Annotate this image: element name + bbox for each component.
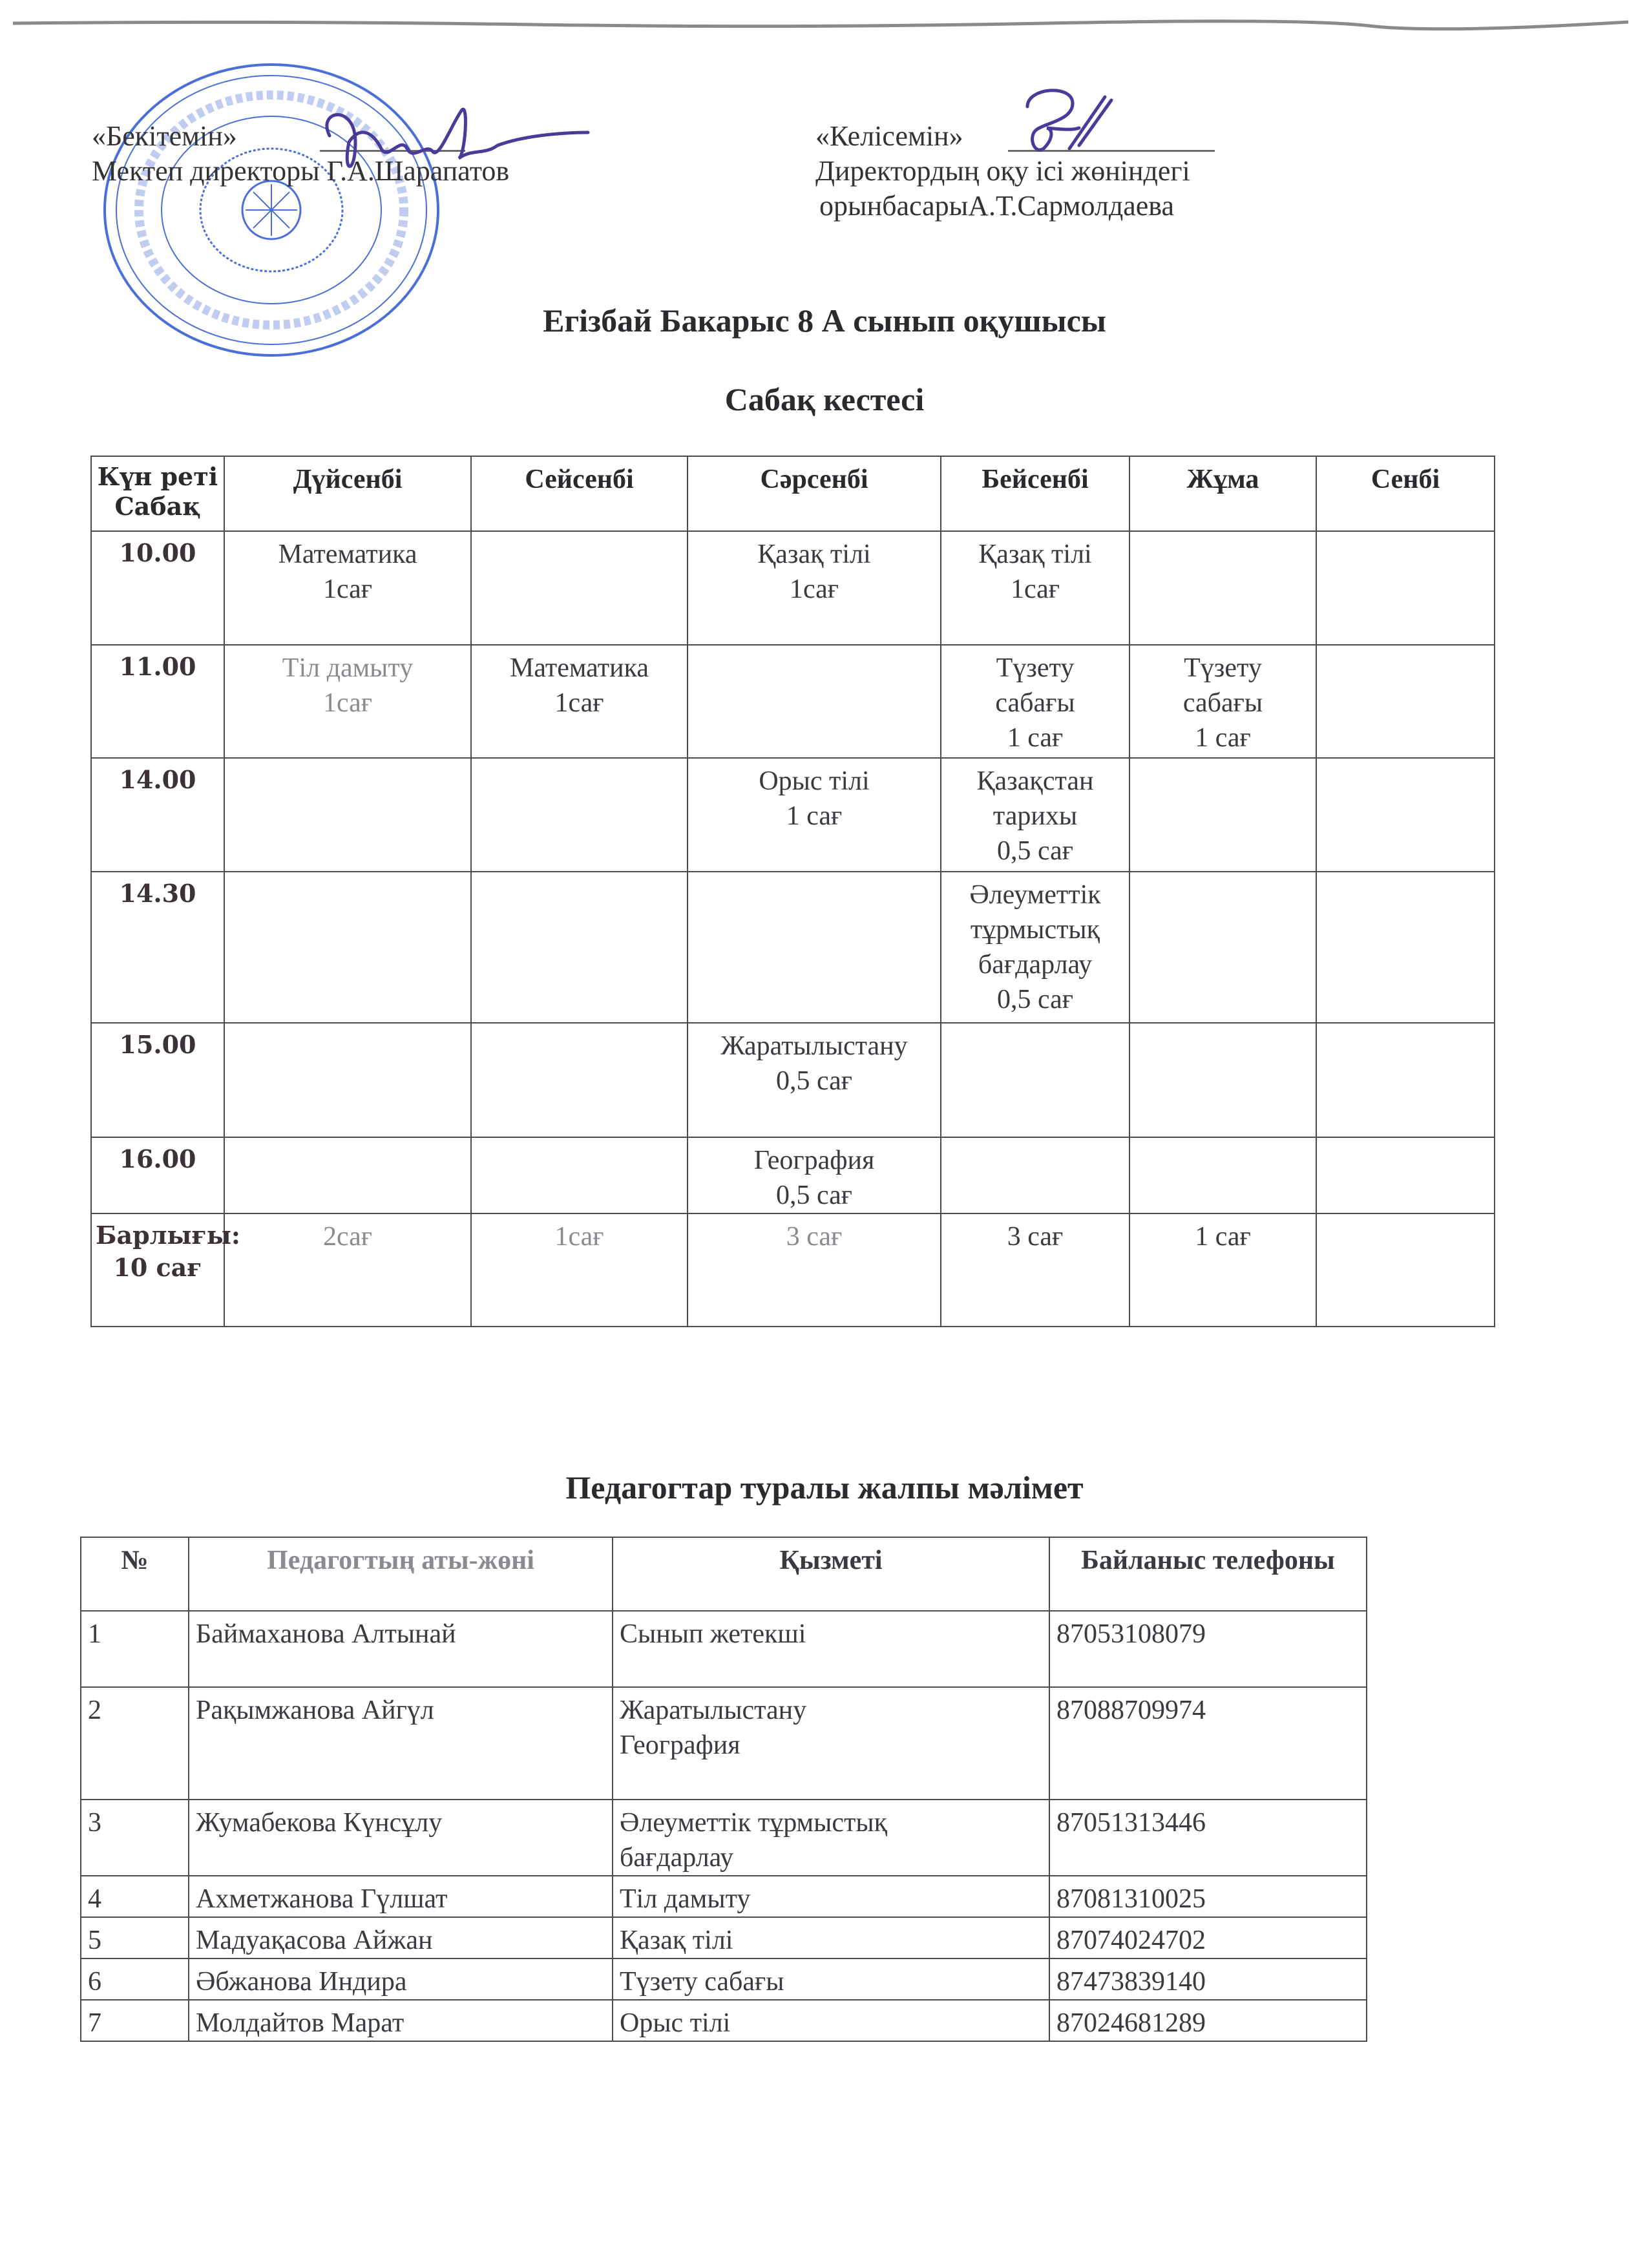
lesson-cell (688, 1023, 941, 1137)
lesson-line: 0,5 сағ (775, 1181, 853, 1210)
day-header: Дүйсенбі (224, 456, 471, 531)
teacher-role (613, 1958, 1049, 2000)
lesson-cell (1129, 758, 1316, 872)
teacher-phone: 87051313446 (1049, 1800, 1367, 1876)
teacher-name: Баймаханова Алтынай (189, 1611, 613, 1687)
teacher-role-line: Жаратылыстану (620, 1696, 807, 1725)
column-header-role: Қызметі (613, 1537, 1049, 1611)
column-header-phone: Байланыс телефоны (1049, 1537, 1367, 1611)
lesson-line: 0,5 сағ (996, 836, 1074, 866)
lesson-cell (1129, 1137, 1316, 1213)
schedule-header-row (91, 456, 1495, 531)
lesson-cell (941, 645, 1129, 758)
teacher-phone: 87081310025 (1049, 1876, 1367, 1917)
teacher-role (613, 1917, 1049, 1958)
lesson-line: тарихы (993, 801, 1078, 831)
lesson-cell (471, 872, 688, 1023)
teacher-row (81, 1917, 1367, 1958)
schedule-row (91, 1137, 1495, 1213)
lesson-cell (1316, 1137, 1495, 1213)
teacher-number: 3 (81, 1800, 189, 1876)
teacher-number: 4 (81, 1876, 189, 1917)
total-hours-cell: 2сағ (224, 1213, 471, 1327)
teacher-phone: 87088709974 (1049, 1687, 1367, 1800)
corner-header-line: Сабақ (114, 492, 201, 521)
day-header: Жұма (1129, 456, 1316, 531)
teacher-role (613, 2000, 1049, 2041)
day-header: Бейсенбі (941, 456, 1129, 531)
lesson-line: тұрмыстық (970, 915, 1100, 945)
lesson-cell (471, 758, 688, 872)
lesson-cell (941, 1137, 1129, 1213)
agree-label: «Келісемін» (815, 120, 963, 152)
schedule-row (91, 645, 1495, 758)
lesson-line: 0,5 сағ (996, 985, 1074, 1014)
lesson-line: Жаратылыстану (720, 1031, 908, 1061)
time-cell: 14.30 (91, 872, 224, 1023)
teacher-name: Жумабекова Күнсұлу (189, 1800, 613, 1876)
deputy-position-line-1: Директордың оқу ісі жөніндегі (815, 155, 1190, 187)
total-label-line: Барлығы: (96, 1221, 240, 1250)
teacher-phone: 87074024702 (1049, 1917, 1367, 1958)
day-header: Сейсенбі (471, 456, 688, 531)
paper-edge (13, 19, 1628, 28)
time-cell: 16.00 (91, 1137, 224, 1213)
lesson-cell (688, 872, 941, 1023)
deputy-position-line-2: орынбасарыА.Т.Сармолдаева (819, 190, 1175, 222)
lesson-line: Математика (278, 540, 417, 569)
lesson-line: Түзету (996, 653, 1075, 683)
teacher-name: Ахметжанова Гүлшат (189, 1876, 613, 1917)
total-hours-cell (1316, 1213, 1495, 1327)
schedule-table (90, 456, 1495, 1327)
lesson-line: 1 сағ (1195, 723, 1251, 753)
teacher-phone: 87473839140 (1049, 1958, 1367, 2000)
teacher-number: 5 (81, 1917, 189, 1958)
lesson-cell (471, 1023, 688, 1137)
column-header-number: № (81, 1537, 189, 1611)
document-title: Егізбай Бакарыс 8 А сынып оқушысы (543, 302, 1106, 339)
teachers-heading: Педагогтар туралы жалпы мәлімет (565, 1469, 1084, 1506)
teacher-role-line: Қазақ тілі (620, 1926, 733, 1955)
lesson-line: 1 сағ (786, 801, 843, 831)
lesson-cell (1316, 1023, 1495, 1137)
lesson-cell (224, 645, 471, 758)
lesson-line: Қазақ тілі (978, 540, 1092, 569)
lesson-cell (224, 872, 471, 1023)
teacher-phone: 87053108079 (1049, 1611, 1367, 1687)
teacher-row (81, 2000, 1367, 2041)
lesson-cell (224, 1137, 471, 1213)
lesson-line: 1сағ (322, 688, 373, 718)
lesson-cell (688, 531, 941, 645)
lesson-cell (941, 872, 1129, 1023)
lesson-cell (688, 758, 941, 872)
lesson-cell (1129, 531, 1316, 645)
teacher-role-line: Түзету сабағы (620, 1967, 784, 1997)
total-label-cell (91, 1213, 240, 1327)
time-cell: 11.00 (91, 645, 224, 758)
day-header: Сәрсенбі (688, 456, 941, 531)
lesson-line: бағдарлау (978, 950, 1093, 980)
teacher-row (81, 1876, 1367, 1917)
lesson-cell (471, 531, 688, 645)
lesson-line: Математика (510, 653, 649, 683)
lesson-line: 1 сағ (1007, 723, 1064, 753)
lesson-cell (941, 758, 1129, 872)
lesson-line: Түзету (1184, 653, 1262, 683)
deputy-signature (1008, 84, 1137, 162)
teacher-name: Мадуақасова Айжан (189, 1917, 613, 1958)
lesson-cell (1129, 645, 1316, 758)
total-hours-cell: 1 сағ (1129, 1213, 1316, 1327)
teacher-number: 2 (81, 1687, 189, 1800)
lesson-cell (1316, 531, 1495, 645)
lesson-cell (1316, 645, 1495, 758)
teacher-role-line: Тіл дамыту (620, 1884, 751, 1914)
lesson-cell (471, 645, 688, 758)
column-header-name: Педагогтың аты-жөні (189, 1537, 613, 1611)
lesson-line: 1сағ (322, 574, 373, 604)
lesson-line: Тіл дамыту (282, 653, 414, 683)
teacher-row (81, 1687, 1367, 1800)
lesson-cell (941, 531, 1129, 645)
lesson-cell (224, 758, 471, 872)
lesson-cell (1129, 1023, 1316, 1137)
approve-label: «Бекітемін» (92, 120, 237, 152)
schedule-row (91, 1023, 1495, 1137)
schedule-heading: Сабақ кестесі (724, 381, 925, 417)
total-hours-cell: 3 сағ (941, 1213, 1129, 1327)
teacher-name: Әбжанова Индира (189, 1958, 613, 2000)
corner-header (91, 456, 224, 531)
director-position: Мектеп директоры Г.А.Шарапатов (92, 155, 510, 187)
teacher-row (81, 1611, 1367, 1687)
lesson-cell (688, 645, 941, 758)
teacher-role-line: бағдарлау (620, 1843, 734, 1873)
teacher-row (81, 1800, 1367, 1876)
teacher-role (613, 1876, 1049, 1917)
lesson-line: Орыс тілі (759, 766, 870, 796)
teacher-role (613, 1800, 1049, 1876)
teacher-name: Рақымжанова Айгүл (189, 1687, 613, 1800)
lesson-cell (1316, 872, 1495, 1023)
lesson-cell (1316, 758, 1495, 872)
lesson-cell (941, 1023, 1129, 1137)
time-cell: 10.00 (91, 531, 224, 645)
total-hours-cell: 1сағ (471, 1213, 688, 1327)
teachers-header-row (81, 1537, 1367, 1611)
teacher-role (613, 1687, 1049, 1800)
teacher-number: 6 (81, 1958, 189, 2000)
corner-header-line: Күн реті (97, 462, 218, 491)
teachers-table (80, 1537, 1367, 2042)
teacher-role-line: Орыс тілі (620, 2008, 731, 2038)
lesson-cell (688, 1137, 941, 1213)
teacher-role-line: География (620, 1730, 740, 1760)
total-row (91, 1213, 1495, 1327)
lesson-line: Қазақ тілі (757, 540, 871, 569)
lesson-line: 1сағ (554, 688, 604, 718)
lesson-cell (471, 1137, 688, 1213)
lesson-line: сабағы (1182, 688, 1263, 718)
lesson-cell (224, 531, 471, 645)
lesson-line: 0,5 сағ (775, 1066, 853, 1096)
lesson-line: Әлеуметтік (969, 880, 1101, 910)
teacher-number: 1 (81, 1611, 189, 1687)
lesson-line: 1сағ (1010, 574, 1060, 604)
teacher-number: 7 (81, 2000, 189, 2041)
teacher-row (81, 1958, 1367, 2000)
teacher-role (613, 1611, 1049, 1687)
teacher-name: Молдайтов Марат (189, 2000, 613, 2041)
teacher-role-line: Сынып жетекші (620, 1619, 806, 1649)
total-label-line: 10 сағ (113, 1253, 202, 1282)
schedule-row (91, 531, 1495, 645)
lesson-line: География (753, 1146, 875, 1175)
teacher-phone: 87024681289 (1049, 2000, 1367, 2041)
schedule-row (91, 872, 1495, 1023)
schedule-row (91, 758, 1495, 872)
lesson-line: Қазақстан (976, 766, 1094, 796)
lesson-line: 1сағ (789, 574, 839, 604)
day-header: Сенбі (1316, 456, 1495, 531)
lesson-cell (1129, 872, 1316, 1023)
lesson-cell (224, 1023, 471, 1137)
teacher-role-line: Әлеуметтік тұрмыстық (620, 1808, 887, 1838)
time-cell: 14.00 (91, 758, 224, 872)
total-hours-cell: 3 сағ (688, 1213, 941, 1327)
time-cell: 15.00 (91, 1023, 224, 1137)
lesson-line: сабағы (995, 688, 1075, 718)
